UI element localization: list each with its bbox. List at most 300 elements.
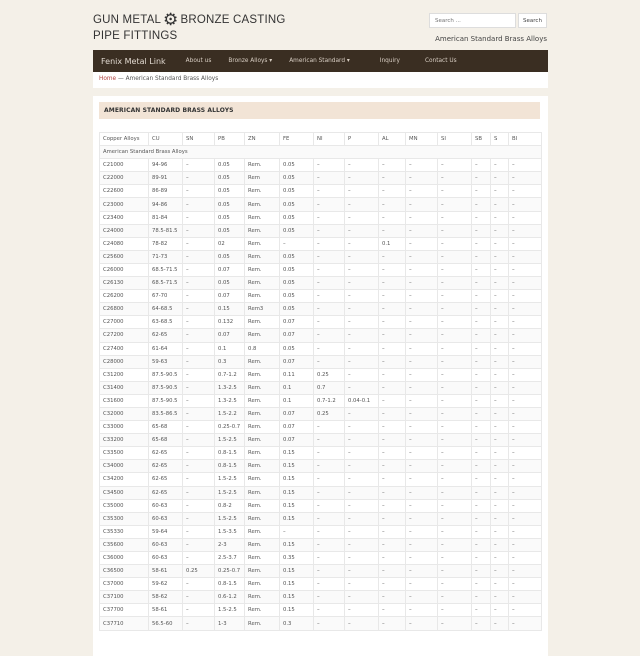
- table-cell: C32000: [100, 407, 149, 420]
- table-cell: –: [509, 303, 542, 316]
- table-cell: –: [314, 237, 345, 250]
- table-cell: –: [472, 473, 491, 486]
- table-cell: Rem.: [245, 578, 280, 591]
- table-cell: 0.132: [215, 316, 245, 329]
- table-cell: –: [491, 329, 509, 342]
- table-cell: –: [491, 198, 509, 211]
- table-cell: –: [345, 290, 379, 303]
- table-cell: –: [345, 211, 379, 224]
- table-cell: –: [406, 552, 438, 565]
- table-cell: Rem.: [245, 421, 280, 434]
- table-cell: –: [314, 342, 345, 355]
- table-cell: 78.5-81.5: [149, 224, 183, 237]
- table-cell: –: [314, 198, 345, 211]
- site-tagline: American Standard Brass Alloys: [435, 35, 547, 43]
- table-cell: –: [438, 342, 472, 355]
- table-cell: 0.05: [215, 185, 245, 198]
- table-row: [100, 211, 542, 224]
- table-cell: Rem.: [245, 407, 280, 420]
- table-cell: 59-62: [149, 578, 183, 591]
- table-cell: –: [509, 394, 542, 407]
- table-cell: –: [509, 617, 542, 630]
- table-cell: –: [379, 368, 406, 381]
- table-cell: –: [345, 460, 379, 473]
- table-cell: C36500: [100, 565, 149, 578]
- table-cell: –: [314, 525, 345, 538]
- table-cell: –: [491, 434, 509, 447]
- table-cell: –: [379, 538, 406, 551]
- table-cell: –: [379, 591, 406, 604]
- table-cell: 62-65: [149, 486, 183, 499]
- table-cell: 0.05: [215, 211, 245, 224]
- table-cell: C33200: [100, 434, 149, 447]
- table-cell: –: [438, 421, 472, 434]
- table-cell: –: [406, 329, 438, 342]
- table-cell: Rem.: [245, 355, 280, 368]
- table-row: [100, 185, 542, 198]
- table-cell: –: [379, 552, 406, 565]
- table-cell: Rem.: [245, 447, 280, 460]
- table-cell: 0.05: [280, 263, 314, 276]
- table-cell: 0.15: [280, 604, 314, 617]
- table-cell: –: [183, 263, 215, 276]
- table-cell: –: [379, 486, 406, 499]
- table-cell: –: [379, 342, 406, 355]
- breadcrumb-current: American Standard Brass Alloys: [125, 76, 219, 82]
- table-cell: 1.5-2.5: [215, 604, 245, 617]
- table-cell: –: [509, 368, 542, 381]
- table-cell: Rem.: [245, 617, 280, 630]
- table-cell: –: [509, 316, 542, 329]
- table-cell: –: [509, 185, 542, 198]
- table-cell: –: [406, 198, 438, 211]
- site-logo[interactable]: [93, 12, 286, 44]
- alloy-table: [99, 132, 542, 631]
- table-cell: C31400: [100, 381, 149, 394]
- table-cell: 1.5-2.5: [215, 473, 245, 486]
- table-cell: –: [406, 617, 438, 630]
- table-cell: –: [183, 421, 215, 434]
- table-cell: –: [183, 368, 215, 381]
- table-cell: C27200: [100, 329, 149, 342]
- table-cell: 56.5-60: [149, 617, 183, 630]
- table-cell: 1.5-2.5: [215, 486, 245, 499]
- table-cell: –: [345, 159, 379, 172]
- table-cell: 65-68: [149, 421, 183, 434]
- table-cell: 83.5-86.5: [149, 407, 183, 420]
- table-cell: 78-82: [149, 237, 183, 250]
- table-cell: –: [379, 316, 406, 329]
- table-header-row: [100, 133, 542, 146]
- table-cell: –: [406, 224, 438, 237]
- table-cell: –: [491, 512, 509, 525]
- table-cell: –: [491, 277, 509, 290]
- table-cell: CU: [149, 133, 183, 146]
- table-cell: –: [406, 473, 438, 486]
- table-cell: C22600: [100, 185, 149, 198]
- table-cell: 81-84: [149, 211, 183, 224]
- table-cell: –: [314, 578, 345, 591]
- logo-text-2: BRONZE CASTING: [180, 14, 286, 26]
- table-cell: 0.8-1.5: [215, 578, 245, 591]
- table-cell: –: [379, 407, 406, 420]
- table-cell: –: [472, 368, 491, 381]
- table-cell: –: [314, 185, 345, 198]
- table-cell: –: [491, 617, 509, 630]
- table-cell: 0.07: [280, 434, 314, 447]
- table-cell: –: [314, 159, 345, 172]
- table-cell: –: [379, 525, 406, 538]
- table-cell: –: [491, 342, 509, 355]
- table-cell: –: [345, 604, 379, 617]
- table-cell: –: [438, 552, 472, 565]
- table-cell: –: [509, 499, 542, 512]
- table-cell: 0.1: [280, 394, 314, 407]
- table-cell: –: [406, 486, 438, 499]
- table-cell: C26800: [100, 303, 149, 316]
- table-cell: 63-68.5: [149, 316, 183, 329]
- table-cell: Rem.: [245, 211, 280, 224]
- table-row: [100, 473, 542, 486]
- nav-inquiry[interactable]: Inquiry: [379, 58, 400, 64]
- table-cell: –: [314, 277, 345, 290]
- table-cell: 1.5-2.5: [215, 512, 245, 525]
- table-cell: Rem.: [245, 538, 280, 551]
- table-cell: –: [314, 290, 345, 303]
- table-cell: 0.04-0.1: [345, 394, 379, 407]
- table-cell: –: [183, 329, 215, 342]
- table-cell: –: [379, 172, 406, 185]
- table-cell: C36000: [100, 552, 149, 565]
- table-row: [100, 407, 542, 420]
- table-cell: 0.07: [215, 263, 245, 276]
- table-cell: –: [438, 159, 472, 172]
- table-cell: –: [379, 277, 406, 290]
- table-cell: –: [509, 407, 542, 420]
- table-cell: –: [509, 421, 542, 434]
- table-cell: 0.07: [280, 407, 314, 420]
- table-cell: –: [509, 552, 542, 565]
- table-cell: –: [183, 591, 215, 604]
- search-input[interactable]: [429, 13, 516, 28]
- table-cell: 0.25: [314, 407, 345, 420]
- table-cell: –: [345, 578, 379, 591]
- table-cell: 0.1: [215, 342, 245, 355]
- table-cell: 61-64: [149, 342, 183, 355]
- table-cell: –: [345, 303, 379, 316]
- table-cell: –: [314, 565, 345, 578]
- table-cell: C26200: [100, 290, 149, 303]
- table-cell: –: [406, 394, 438, 407]
- table-cell: –: [472, 277, 491, 290]
- table-cell: –: [280, 525, 314, 538]
- table-cell: 0.15: [280, 578, 314, 591]
- nav-american-standard[interactable]: American Standard ▾: [289, 58, 350, 64]
- table-row: [100, 538, 542, 551]
- table-cell: –: [345, 407, 379, 420]
- content-panel: [93, 96, 548, 656]
- table-row: [100, 342, 542, 355]
- table-cell: –: [314, 250, 345, 263]
- table-cell: –: [438, 290, 472, 303]
- table-cell: –: [314, 604, 345, 617]
- table-cell: 62-65: [149, 460, 183, 473]
- table-cell: –: [406, 421, 438, 434]
- main-nav: [93, 50, 548, 72]
- search-button[interactable]: Search: [518, 13, 547, 28]
- table-cell: Rem.: [245, 565, 280, 578]
- table-cell: 62-65: [149, 329, 183, 342]
- table-cell: 0.15: [280, 499, 314, 512]
- table-cell: –: [472, 250, 491, 263]
- table-cell: –: [472, 617, 491, 630]
- table-cell: –: [345, 277, 379, 290]
- table-cell: –: [314, 591, 345, 604]
- table-cell: 0.25-0.7: [215, 565, 245, 578]
- table-cell: C35300: [100, 512, 149, 525]
- table-row: [100, 499, 542, 512]
- table-cell: –: [345, 263, 379, 276]
- table-cell: –: [491, 421, 509, 434]
- table-cell: Rem: [245, 172, 280, 185]
- table-cell: –: [491, 591, 509, 604]
- table-cell: 67-70: [149, 290, 183, 303]
- table-cell: –: [379, 512, 406, 525]
- table-cell: –: [379, 263, 406, 276]
- table-cell: –: [472, 460, 491, 473]
- table-cell: Rem.: [245, 591, 280, 604]
- table-cell: 87.5-90.5: [149, 394, 183, 407]
- table-cell: 0.8-1.5: [215, 447, 245, 460]
- table-cell: –: [314, 434, 345, 447]
- table-cell: –: [509, 237, 542, 250]
- table-cell: –: [183, 552, 215, 565]
- table-cell: –: [472, 355, 491, 368]
- table-cell: 0.3: [280, 617, 314, 630]
- table-cell: –: [345, 617, 379, 630]
- table-cell: 89-91: [149, 172, 183, 185]
- table-cell: –: [183, 250, 215, 263]
- table-row: [100, 368, 542, 381]
- table-cell: 1.5-2.2: [215, 407, 245, 420]
- table-cell: 02: [215, 237, 245, 250]
- table-cell: 58-61: [149, 565, 183, 578]
- table-cell: –: [183, 394, 215, 407]
- table-cell: 0.6-1.2: [215, 591, 245, 604]
- table-cell: 0.05: [280, 211, 314, 224]
- table-cell: C33000: [100, 421, 149, 434]
- table-cell: –: [314, 512, 345, 525]
- table-row: [100, 617, 542, 630]
- table-cell: 0.15: [280, 512, 314, 525]
- table-cell: 0.7-1.2: [314, 394, 345, 407]
- table-cell: –: [509, 211, 542, 224]
- table-cell: –: [345, 237, 379, 250]
- table-cell: –: [472, 447, 491, 460]
- table-row: [100, 381, 542, 394]
- table-cell: –: [438, 303, 472, 316]
- table-row: [100, 565, 542, 578]
- table-cell: Rem.: [245, 552, 280, 565]
- table-cell: Rem.: [245, 512, 280, 525]
- table-cell: –: [345, 381, 379, 394]
- table-cell: –: [438, 394, 472, 407]
- table-cell: 0.07: [280, 421, 314, 434]
- table-cell: –: [379, 185, 406, 198]
- table-cell: Rem.: [245, 237, 280, 250]
- table-cell: –: [406, 578, 438, 591]
- table-cell: 0.11: [280, 368, 314, 381]
- table-cell: –: [509, 486, 542, 499]
- table-cell: 60-63: [149, 499, 183, 512]
- table-cell: ZN: [245, 133, 280, 146]
- table-cell: –: [406, 290, 438, 303]
- table-cell: –: [491, 565, 509, 578]
- logo-text-1: GUN METAL: [93, 14, 162, 26]
- table-cell: –: [314, 211, 345, 224]
- table-cell: –: [183, 578, 215, 591]
- table-cell: –: [472, 578, 491, 591]
- table-cell: –: [379, 290, 406, 303]
- table-cell: –: [345, 565, 379, 578]
- table-row: [100, 198, 542, 211]
- table-cell: –: [379, 224, 406, 237]
- table-cell: –: [472, 604, 491, 617]
- table-cell: 0.15: [280, 591, 314, 604]
- table-cell: –: [509, 290, 542, 303]
- table-cell: –: [379, 355, 406, 368]
- table-cell: –: [379, 460, 406, 473]
- table-cell: –: [491, 525, 509, 538]
- table-row: [100, 486, 542, 499]
- table-cell: S: [491, 133, 509, 146]
- table-cell: C37710: [100, 617, 149, 630]
- table-cell: 0.05: [280, 277, 314, 290]
- table-cell: FE: [280, 133, 314, 146]
- nav-brand[interactable]: Fenix Metal Link: [101, 56, 166, 66]
- table-cell: –: [345, 552, 379, 565]
- page-title: AMERICAN STANDARD BRASS ALLOYS: [99, 102, 540, 119]
- table-cell: –: [491, 473, 509, 486]
- table-cell: –: [509, 172, 542, 185]
- table-row: [100, 525, 542, 538]
- table-cell: –: [183, 277, 215, 290]
- table-cell: C35330: [100, 525, 149, 538]
- table-row: [100, 172, 542, 185]
- table-cell: 0.07: [280, 329, 314, 342]
- table-cell: –: [345, 447, 379, 460]
- nav-bronze-alloys[interactable]: Bronze Alloys ▾: [228, 58, 273, 64]
- section-label: American Standard Brass Alloys: [100, 146, 542, 159]
- table-cell: –: [183, 303, 215, 316]
- table-cell: 0.05: [215, 172, 245, 185]
- table-cell: –: [472, 407, 491, 420]
- table-cell: 0.05: [280, 290, 314, 303]
- table-cell: –: [472, 237, 491, 250]
- table-cell: –: [183, 211, 215, 224]
- search-form: [429, 13, 547, 28]
- table-cell: 62-65: [149, 447, 183, 460]
- table-cell: –: [472, 394, 491, 407]
- table-cell: –: [438, 447, 472, 460]
- table-cell: –: [345, 185, 379, 198]
- table-cell: –: [472, 198, 491, 211]
- table-cell: –: [472, 486, 491, 499]
- table-cell: 0.05: [280, 159, 314, 172]
- table-cell: 0.05: [280, 224, 314, 237]
- table-cell: –: [509, 224, 542, 237]
- table-cell: –: [183, 290, 215, 303]
- table-cell: –: [406, 211, 438, 224]
- table-cell: –: [491, 172, 509, 185]
- table-cell: C34500: [100, 486, 149, 499]
- table-cell: Rem.: [245, 198, 280, 211]
- table-cell: C35600: [100, 538, 149, 551]
- table-cell: 0.05: [280, 303, 314, 316]
- table-cell: –: [406, 460, 438, 473]
- table-cell: C37100: [100, 591, 149, 604]
- table-cell: –: [314, 617, 345, 630]
- table-cell: –: [509, 525, 542, 538]
- table-cell: –: [472, 538, 491, 551]
- table-cell: 60-63: [149, 538, 183, 551]
- table-cell: C22000: [100, 172, 149, 185]
- table-cell: 0.05: [280, 172, 314, 185]
- table-cell: 0.07: [280, 316, 314, 329]
- table-cell: 0.05: [215, 277, 245, 290]
- table-row: [100, 578, 542, 591]
- table-row: [100, 303, 542, 316]
- table-cell: –: [345, 434, 379, 447]
- table-cell: 87.5-90.5: [149, 368, 183, 381]
- table-cell: –: [438, 499, 472, 512]
- table-cell: –: [491, 381, 509, 394]
- table-cell: SN: [183, 133, 215, 146]
- table-cell: –: [491, 394, 509, 407]
- table-row: [100, 250, 542, 263]
- table-cell: –: [491, 538, 509, 551]
- table-cell: –: [491, 407, 509, 420]
- table-cell: –: [379, 434, 406, 447]
- table-cell: –: [183, 538, 215, 551]
- table-cell: Rem3: [245, 303, 280, 316]
- table-cell: 0.25-0.7: [215, 421, 245, 434]
- table-cell: BI: [509, 133, 542, 146]
- table-cell: C35000: [100, 499, 149, 512]
- table-cell: –: [379, 159, 406, 172]
- table-cell: Rem.: [245, 316, 280, 329]
- table-cell: –: [438, 525, 472, 538]
- table-cell: Rem.: [245, 394, 280, 407]
- table-cell: –: [491, 460, 509, 473]
- table-cell: C34000: [100, 460, 149, 473]
- nav-about[interactable]: About us: [185, 58, 212, 64]
- table-cell: 0.07: [215, 290, 245, 303]
- table-cell: –: [438, 329, 472, 342]
- table-cell: C33500: [100, 447, 149, 460]
- table-cell: 2-3: [215, 538, 245, 551]
- table-cell: –: [345, 172, 379, 185]
- table-cell: C24000: [100, 224, 149, 237]
- breadcrumb-home[interactable]: Home: [99, 76, 117, 82]
- table-cell: –: [438, 198, 472, 211]
- table-cell: –: [509, 277, 542, 290]
- table-cell: –: [491, 224, 509, 237]
- table-row: [100, 460, 542, 473]
- table-cell: –: [183, 499, 215, 512]
- nav-contact[interactable]: Contact Us: [424, 58, 457, 64]
- table-cell: –: [379, 381, 406, 394]
